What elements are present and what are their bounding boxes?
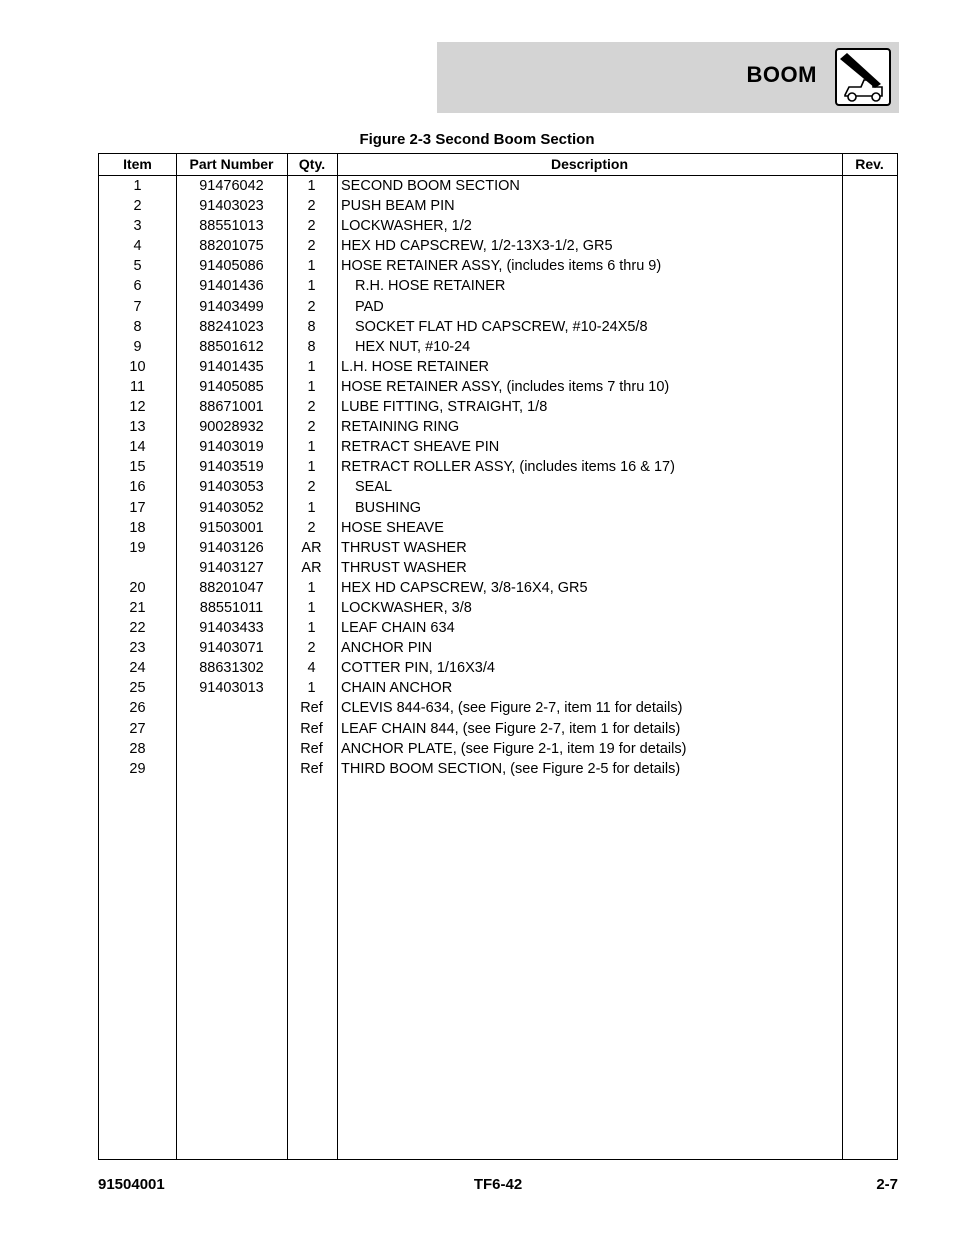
telehandler-boom-icon [835,48,891,106]
item-cell: 12 [129,399,146,416]
item-cell: 20 [129,579,146,596]
item-cell: 13 [129,419,146,436]
description-cell: RETAINING RING [341,419,460,436]
table-row [99,196,897,216]
qty-cell: AR [301,539,322,556]
table-row [99,638,897,658]
column-header-part-number: Part Number [189,156,274,172]
table-row [99,558,897,578]
part-number-cell: 91403433 [199,620,264,637]
description-cell: RETRACT ROLLER ASSY, (includes items 16 & 17) [341,459,675,476]
description-cell: THRUST WASHER [341,539,467,556]
item-cell: 28 [129,740,146,757]
item-cell: 27 [129,720,146,737]
qty-cell: 1 [307,680,316,697]
part-number-cell: 88201047 [199,579,264,596]
column-header-description: Description [550,156,628,172]
table-row [99,457,897,477]
part-number-cell: 91403019 [199,439,264,456]
qty-cell: 1 [307,620,316,637]
item-cell: 15 [129,459,146,476]
description-cell: ANCHOR PLATE, (see Figure 2-1, item 19 for details) [341,740,687,757]
item-cell: 21 [129,599,146,616]
part-number-cell: 88551013 [199,218,264,235]
part-number-cell: 91403053 [199,479,264,496]
qty-cell: Ref [300,720,323,737]
item-cell: 7 [133,298,142,315]
column-header-qty: Qty. [298,156,326,172]
part-number-cell: 91503001 [199,519,264,536]
item-cell: 1 [133,178,142,194]
description-cell: COTTER PIN, 1/16X3/4 [341,660,495,677]
section-title: BOOM [746,62,817,87]
item-cell: 8 [133,318,142,335]
section-header [437,42,899,113]
part-number-cell: 91476042 [199,178,264,194]
table-row [99,357,897,377]
table-row [99,397,897,417]
table-row [99,598,897,618]
description-cell: LEAF CHAIN 844, (see Figure 2-7, item 1 for details) [341,720,681,737]
qty-cell: 2 [307,640,316,657]
qty-cell: AR [301,559,322,576]
part-number-cell: 91403127 [199,559,264,576]
parts-table [98,153,898,1160]
qty-cell: Ref [300,700,323,717]
qty-cell: Ref [300,740,323,757]
qty-cell: 2 [307,298,316,315]
qty-cell: 1 [307,459,316,476]
table-row [99,719,897,739]
item-cell: 10 [129,358,146,375]
qty-cell: 2 [307,238,316,255]
table-row [99,538,897,558]
description-cell: SEAL [355,479,393,496]
table-row [99,317,897,337]
table-row [99,256,897,276]
part-number-cell: 88551011 [199,599,264,616]
qty-cell: 1 [307,258,316,275]
table-row [99,578,897,598]
description-cell: LUBE FITTING, STRAIGHT, 1/8 [341,399,548,416]
table-row [99,377,897,397]
part-number-cell: 91403023 [199,198,264,215]
description-cell: RETRACT SHEAVE PIN [341,439,500,456]
item-cell: 25 [129,680,146,697]
description-cell: LEAF CHAIN 634 [341,620,455,637]
description-cell: HOSE RETAINER ASSY, (includes items 6 thru 9) [341,258,662,275]
description-cell: R.H. HOSE RETAINER [355,278,506,295]
part-number-cell: 91403071 [199,640,264,657]
item-cell: 29 [129,760,146,777]
description-cell: PAD [355,298,384,315]
part-number-cell: 91403499 [199,298,264,315]
part-number-cell: 90028932 [199,419,264,436]
description-cell: CLEVIS 844-634, (see Figure 2-7, item 11 for details) [341,700,683,717]
qty-cell: 1 [307,579,316,596]
qty-cell: 2 [307,419,316,436]
table-row [99,236,897,256]
qty-cell: 1 [307,439,316,456]
table-row [99,739,897,759]
part-number-cell: 88631302 [199,660,264,677]
table-row [99,698,897,718]
part-number-cell: 91401435 [199,358,264,375]
table-row [99,759,897,779]
part-number-cell: 91403013 [199,680,264,697]
qty-cell: 2 [307,218,316,235]
qty-cell: 1 [307,358,316,375]
qty-cell: Ref [300,760,323,777]
qty-cell: 2 [307,519,316,536]
description-cell: L.H. HOSE RETAINER [341,358,489,375]
qty-cell: 4 [307,660,316,677]
description-cell: LOCKWASHER, 1/2 [341,218,472,235]
qty-cell: 1 [307,178,316,194]
table-row [99,658,897,678]
item-cell: 3 [133,218,142,235]
part-number-cell: 91405085 [199,378,264,395]
table-body [99,176,897,779]
table-row [99,276,897,296]
figure-title: Figure 2-3 Second Boom Section [359,131,595,148]
item-cell: 26 [129,700,146,717]
description-cell: HEX HD CAPSCREW, 3/8-16X4, GR5 [341,579,588,596]
table-row [99,618,897,638]
table-row [99,297,897,317]
part-number-cell: 91403052 [199,499,264,516]
item-cell: 14 [129,439,146,456]
part-number-cell: 88671001 [199,399,264,416]
item-cell: 22 [129,620,146,637]
item-cell: 17 [129,499,146,516]
part-number-cell: 88241023 [199,318,264,335]
part-number-cell: 91403519 [199,459,264,476]
item-cell: 4 [133,238,142,255]
table-row [99,518,897,538]
item-cell: 11 [129,378,146,395]
qty-cell: 8 [307,338,316,355]
qty-cell: 2 [307,399,316,416]
item-cell: 23 [129,640,146,657]
item-cell: 2 [133,198,142,215]
part-number-cell: 88501612 [199,338,264,355]
description-cell: CHAIN ANCHOR [341,680,453,697]
description-cell: ANCHOR PIN [341,640,433,657]
item-cell: 6 [133,278,142,295]
qty-cell: 1 [307,378,316,395]
item-cell: 5 [133,258,142,275]
part-number-cell: 91405086 [199,258,264,275]
part-number-cell: 88201075 [199,238,264,255]
table-row [99,437,897,457]
description-cell: SECOND BOOM SECTION [341,178,520,194]
qty-cell: 2 [307,198,316,215]
description-cell: HOSE SHEAVE [341,519,444,536]
description-cell: HEX HD CAPSCREW, 1/2-13X3-1/2, GR5 [341,238,613,255]
description-cell: THIRD BOOM SECTION, (see Figure 2-5 for details) [341,760,681,777]
footer-page-number: 2-7 [876,1176,898,1193]
table-row [99,498,897,518]
description-cell: LOCKWASHER, 3/8 [341,599,472,616]
item-cell: 24 [129,660,146,677]
qty-cell: 1 [307,278,316,295]
item-cell: 18 [129,519,146,536]
item-cell: 9 [133,338,142,355]
description-cell: HOSE RETAINER ASSY, (includes items 7 thru 10) [341,378,670,395]
qty-cell: 8 [307,318,316,335]
qty-cell: 2 [307,479,316,496]
description-cell: SOCKET FLAT HD CAPSCREW, #10-24X5/8 [355,318,648,335]
description-cell: THRUST WASHER [341,559,467,576]
part-number-cell: 91403126 [199,539,264,556]
table-row [99,417,897,437]
item-cell: 19 [129,539,146,556]
table-row [99,477,897,497]
table-row [99,337,897,357]
table-row [99,678,897,698]
description-cell: BUSHING [355,499,422,516]
footer-document-number: 91504001 [98,1176,165,1193]
table-row [99,176,897,196]
item-cell: 16 [129,479,146,496]
column-header-item: Item [123,156,152,172]
description-cell: PUSH BEAM PIN [341,198,455,215]
qty-cell: 1 [307,599,316,616]
part-number-cell: 91401436 [199,278,264,295]
table-row [99,216,897,236]
column-header-rev: Rev. [855,156,884,172]
qty-cell: 1 [307,499,316,516]
description-cell: HEX NUT, #10-24 [355,338,471,355]
footer-model: TF6-42 [473,1176,523,1193]
